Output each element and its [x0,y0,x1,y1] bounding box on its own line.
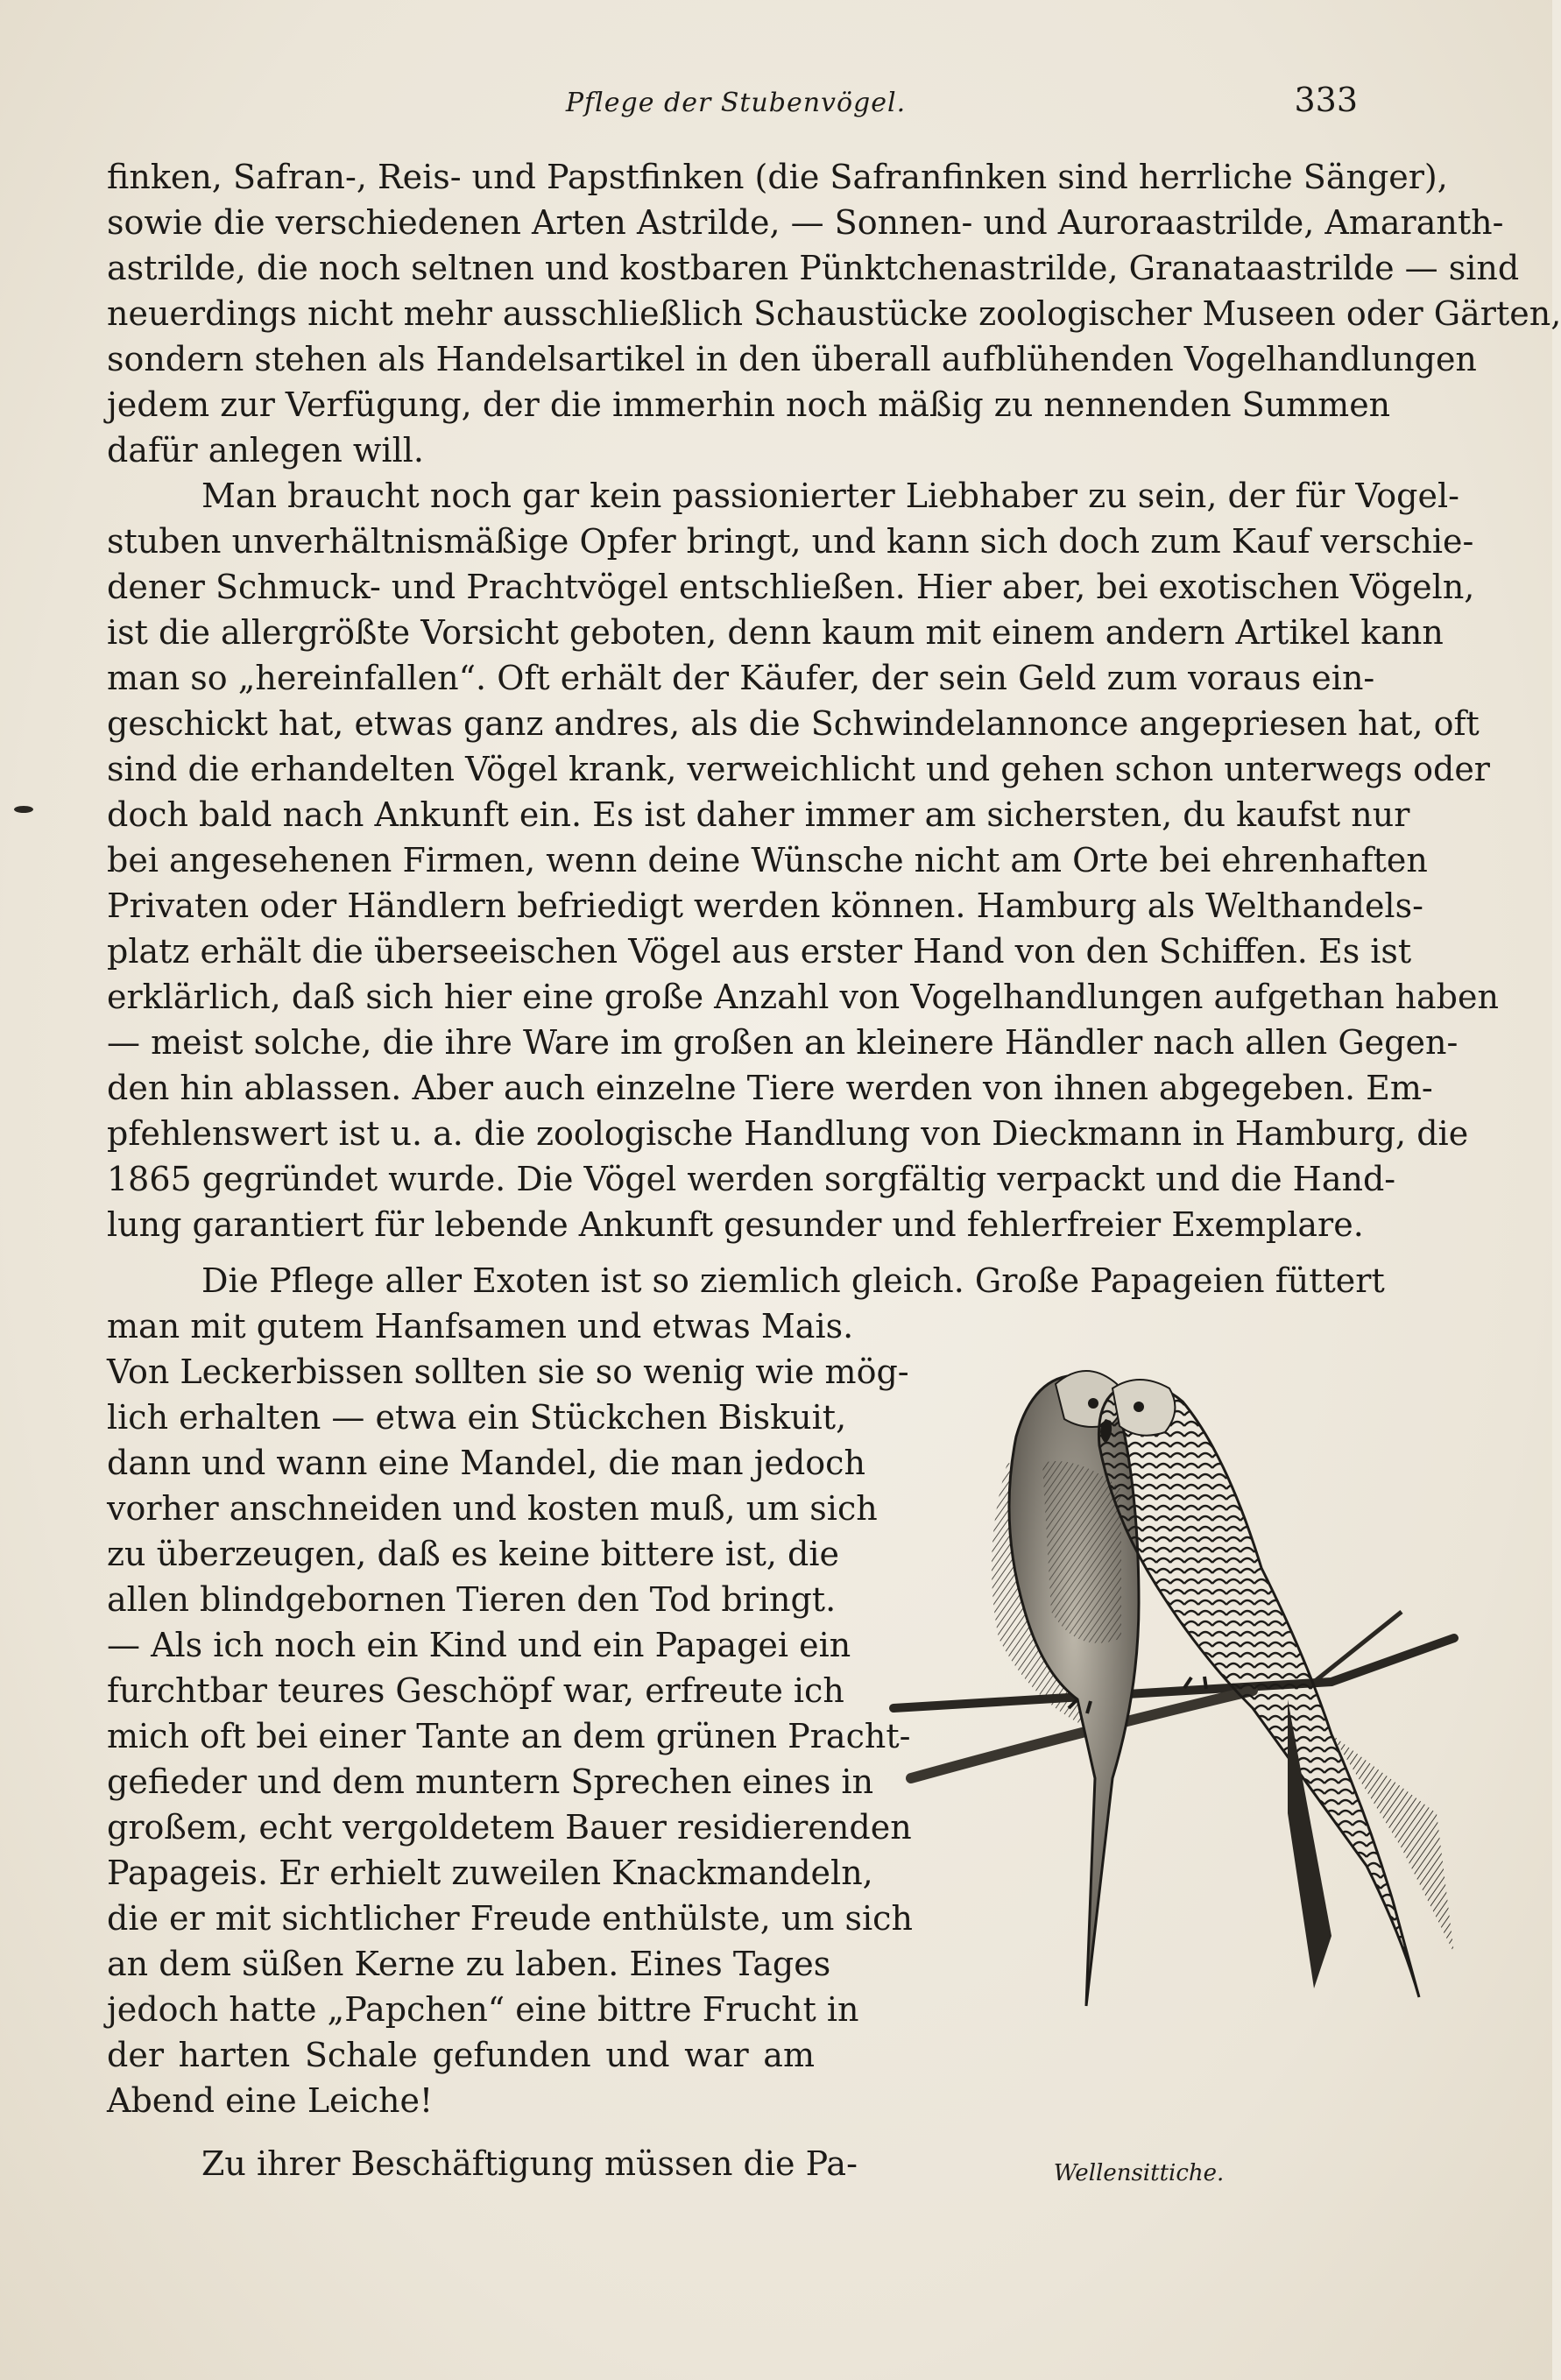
text-line: ist die allergrößte Vorsicht geboten, denn kaum mit einem andern Artikel kann [107,613,1444,652]
text-line: jedoch hatte „Papchen“ eine bittre Frucht in [107,1990,859,2029]
budgerigar-illustration [876,1323,1480,2155]
text-line: sind die erhandelten Vögel krank, verweichlicht und gehen schon unterwegs oder [107,750,1490,788]
text-line: Privaten oder Händlern befriedigt werden können. Hamburg als Welthandels- [107,886,1423,925]
figure-caption: Wellensittiche. [1053,2160,1225,2186]
running-head-title: Pflege der Stubenvögel. [565,88,907,118]
paragraph-4-opening [107,2141,858,2186]
text-line: dann und wann eine Mandel, die man jedoch [107,1444,865,1482]
text-line: dafür anlegen will. [107,431,424,470]
running-head [105,81,1367,133]
text-line: furchtbar teures Geschöpf war, erfreute ich [107,1671,844,1710]
branch [894,1638,1454,1708]
text-line: pfehlenswert ist u. a. die zoologische Handlung von Dieckmann in Hamburg, die [107,1114,1469,1153]
text-line: — Als ich noch ein Kind und ein Papagei ein [107,1626,851,1664]
text-line: sowie die verschiedenen Arten Astrilde, — Sonnen- und Auroraastrilde, Amaranth- [107,203,1504,242]
text-line: Papageis. Er erhielt zuweilen Knackmandeln, [107,1854,873,1892]
text-line: geschickt hat, etwas ganz andres, als die Schwindelannonce angepriesen hat, oft [107,704,1480,743]
text-line: lich erhalten — etwa ein Stückchen Biskuit, [107,1398,847,1437]
paragraph-1 [107,154,1561,473]
print-speck [14,806,33,813]
text-line: Man braucht noch gar kein passionierter Liebhaber zu sein, der für Vogel- [201,477,1459,515]
text-line: astrilde, die noch seltnen und kostbaren Pünktchenastrilde, Granataastrilde — sind [107,249,1520,287]
text-line: gefieder und dem muntern Sprechen eines in [107,1762,874,1801]
text-line: finken, Safran-, Reis- und Papstfinken (die Safranfinken sind herrliche Sänger), [107,158,1448,196]
text-line: mich oft bei einer Tante an dem grünen Pracht- [107,1717,911,1755]
text-line: dener Schmuck- und Prachtvögel entschließen. Hier aber, bei exotischen Vögeln, [107,568,1475,606]
text-line: die er mit sichtlicher Freude enthülste, um sich [107,1899,913,1938]
text-line: doch bald nach Ankunft ein. Es ist daher immer am sichersten, du kaufst nur [107,795,1410,834]
text-line: 1865 gegründet wurde. Die Vögel werden sorgfältig verpackt und die Hand- [107,1160,1396,1198]
text-line: Abend eine Leiche! [107,2081,434,2120]
paragraph-3-opening [107,1258,1385,1303]
text-line: jedem zur Verfügung, der die immerhin noch mäßig zu nennenden Summen [107,385,1391,424]
text-line: an dem süßen Kerne zu laben. Eines Tages [107,1945,831,1983]
text-line: der harten Schale gefunden und war am [107,2036,815,2074]
text-line: Zu ihrer Beschäftigung müssen die Pa- [201,2144,858,2183]
paragraph-2 [107,473,1499,1247]
text-line: großem, echt vergoldetem Bauer residierenden [107,1808,912,1847]
text-line: Die Pflege aller Exoten ist so ziemlich gleich. Große Papageien füttert [201,1261,1385,1300]
text-line: vorher anschneiden und kosten muß, um sich [107,1489,878,1528]
paragraph-3-column [107,1303,913,2123]
text-line: lung garantiert für lebende Ankunft gesunder und fehlerfreier Exemplare. [107,1205,1364,1244]
page-number: 333 [1294,81,1358,119]
text-line: Von Leckerbissen sollten sie so wenig wie mög- [107,1352,909,1391]
text-line: man so „hereinfallen“. Oft erhält der Käufer, der sein Geld zum voraus ein- [107,659,1375,697]
text-line: sondern stehen als Handelsartikel in den überall aufblühenden Vogelhandlungen [107,340,1477,378]
text-line: allen blindgebornen Tieren den Tod bringt. [107,1580,837,1619]
text-line: den hin ablassen. Aber auch einzelne Tiere werden von ihnen abgegeben. Em- [107,1069,1433,1107]
text-line: platz erhält die überseeischen Vögel aus erster Hand von den Schiffen. Es ist [107,932,1412,971]
text-line: — meist solche, die ihre Ware im großen an kleinere Händler nach allen Gegen- [107,1023,1459,1062]
text-line: stuben unverhältnismäßige Opfer bringt, und kann sich doch zum Kauf verschie- [107,522,1474,561]
text-line: erklärlich, daß sich hier eine große Anzahl von Vogelhandlungen aufgethan haben [107,978,1499,1016]
text-line: zu überzeugen, daß es keine bittere ist, die [107,1535,839,1573]
text-line: neuerdings nicht mehr ausschließlich Schaustücke zoologischer Museen oder Gärten, [107,294,1561,333]
budgerigar-engraving [876,1323,1480,2155]
text-line: bei angesehenen Firmen, wenn deine Wünsche nicht am Orte bei ehrenhaften [107,841,1428,879]
text-line: man mit gutem Hanfsamen und etwas Mais. [107,1307,854,1345]
